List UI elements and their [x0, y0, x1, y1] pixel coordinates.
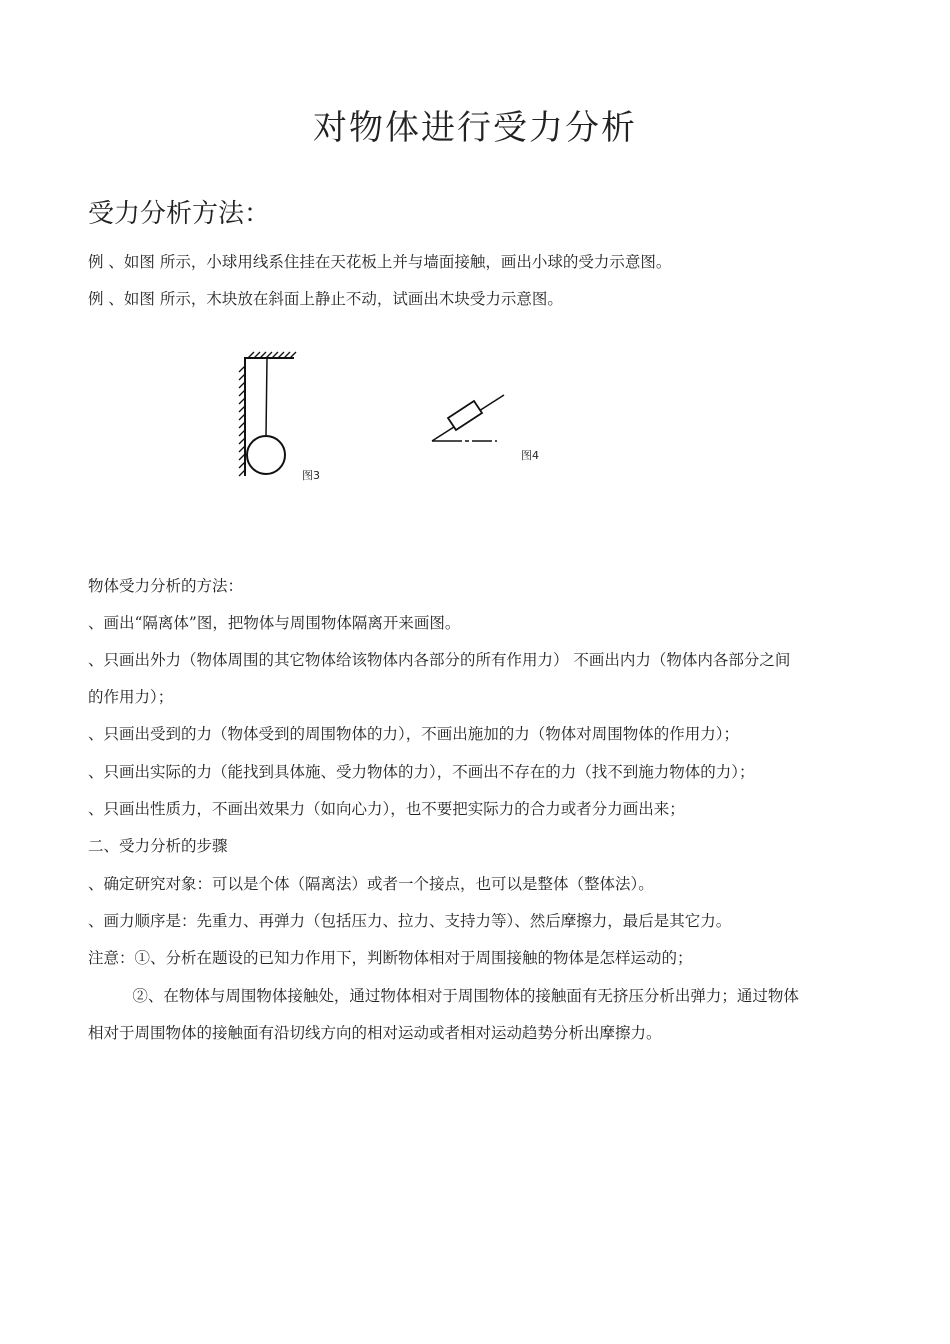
method-item-4: 、只画出实际的力（能找到具体施、受力物体的力），不画出不存在的力（找不到施力物体的力）； [88, 763, 755, 781]
steps-item-2: 、画力顺序是：先重力、再弹力（包括压力、拉力、支持力等）、然后摩擦力，最后是其它力。 [88, 912, 732, 930]
note-2: ②、在物体与周围物体接触处，通过物体相对于周围物体的接触面有无挤压分析出弹力；通过物体 [88, 987, 799, 1005]
method-item-2-cont: 的作用力）； [88, 688, 174, 706]
method-heading: 物体受力分析的方法： [88, 577, 244, 595]
steps-heading: 二、受力分析的步骤 [88, 837, 228, 855]
method-item-1: 、画出“隔离体”图，把物体与周围物体隔离开来画图。 [88, 614, 461, 632]
section-heading: 受力分析方法： [88, 199, 271, 229]
figure-3-hanging-ball [236, 350, 336, 480]
example-2: 例 、如图 所示，木块放在斜面上静止不动，试画出木块受力示意图。 [88, 290, 563, 308]
figure-3-label: 图3 [302, 469, 320, 482]
page-title: 对物体进行受力分析 [313, 108, 637, 148]
figure-4-block-on-incline [428, 385, 528, 450]
example-1: 例 、如图 所示，小球用线系住挂在天花板上并与墙面接触，画出小球的受力示意图。 [88, 253, 672, 271]
figure-4-label: 图4 [521, 449, 539, 462]
note-2-cont: 相对于周围物体的接触面有沿切线方向的相对运动或者相对运动趋势分析出摩擦力。 [88, 1024, 662, 1042]
method-item-3: 、只画出受到的力（物体受到的周围物体的力），不画出施加的力（物体对周围物体的作用力）； [88, 725, 740, 743]
method-item-2: 、只画出外力（物体周围的其它物体给该物体内各部分的所有作用力） 不画出内力（物体内各部分之间 [88, 651, 791, 669]
method-item-5: 、只画出性质力，不画出效果力（如向心力），也不要把实际力的合力或者分力画出来； [88, 800, 685, 818]
steps-item-1: 、确定研究对象：可以是个体（隔离法）或者一个接点，也可以是整体（整体法）。 [88, 875, 654, 893]
note-1: 注意：①、分析在题设的已知力作用下，判断物体相对于周围接触的物体是怎样运动的； [88, 949, 693, 967]
